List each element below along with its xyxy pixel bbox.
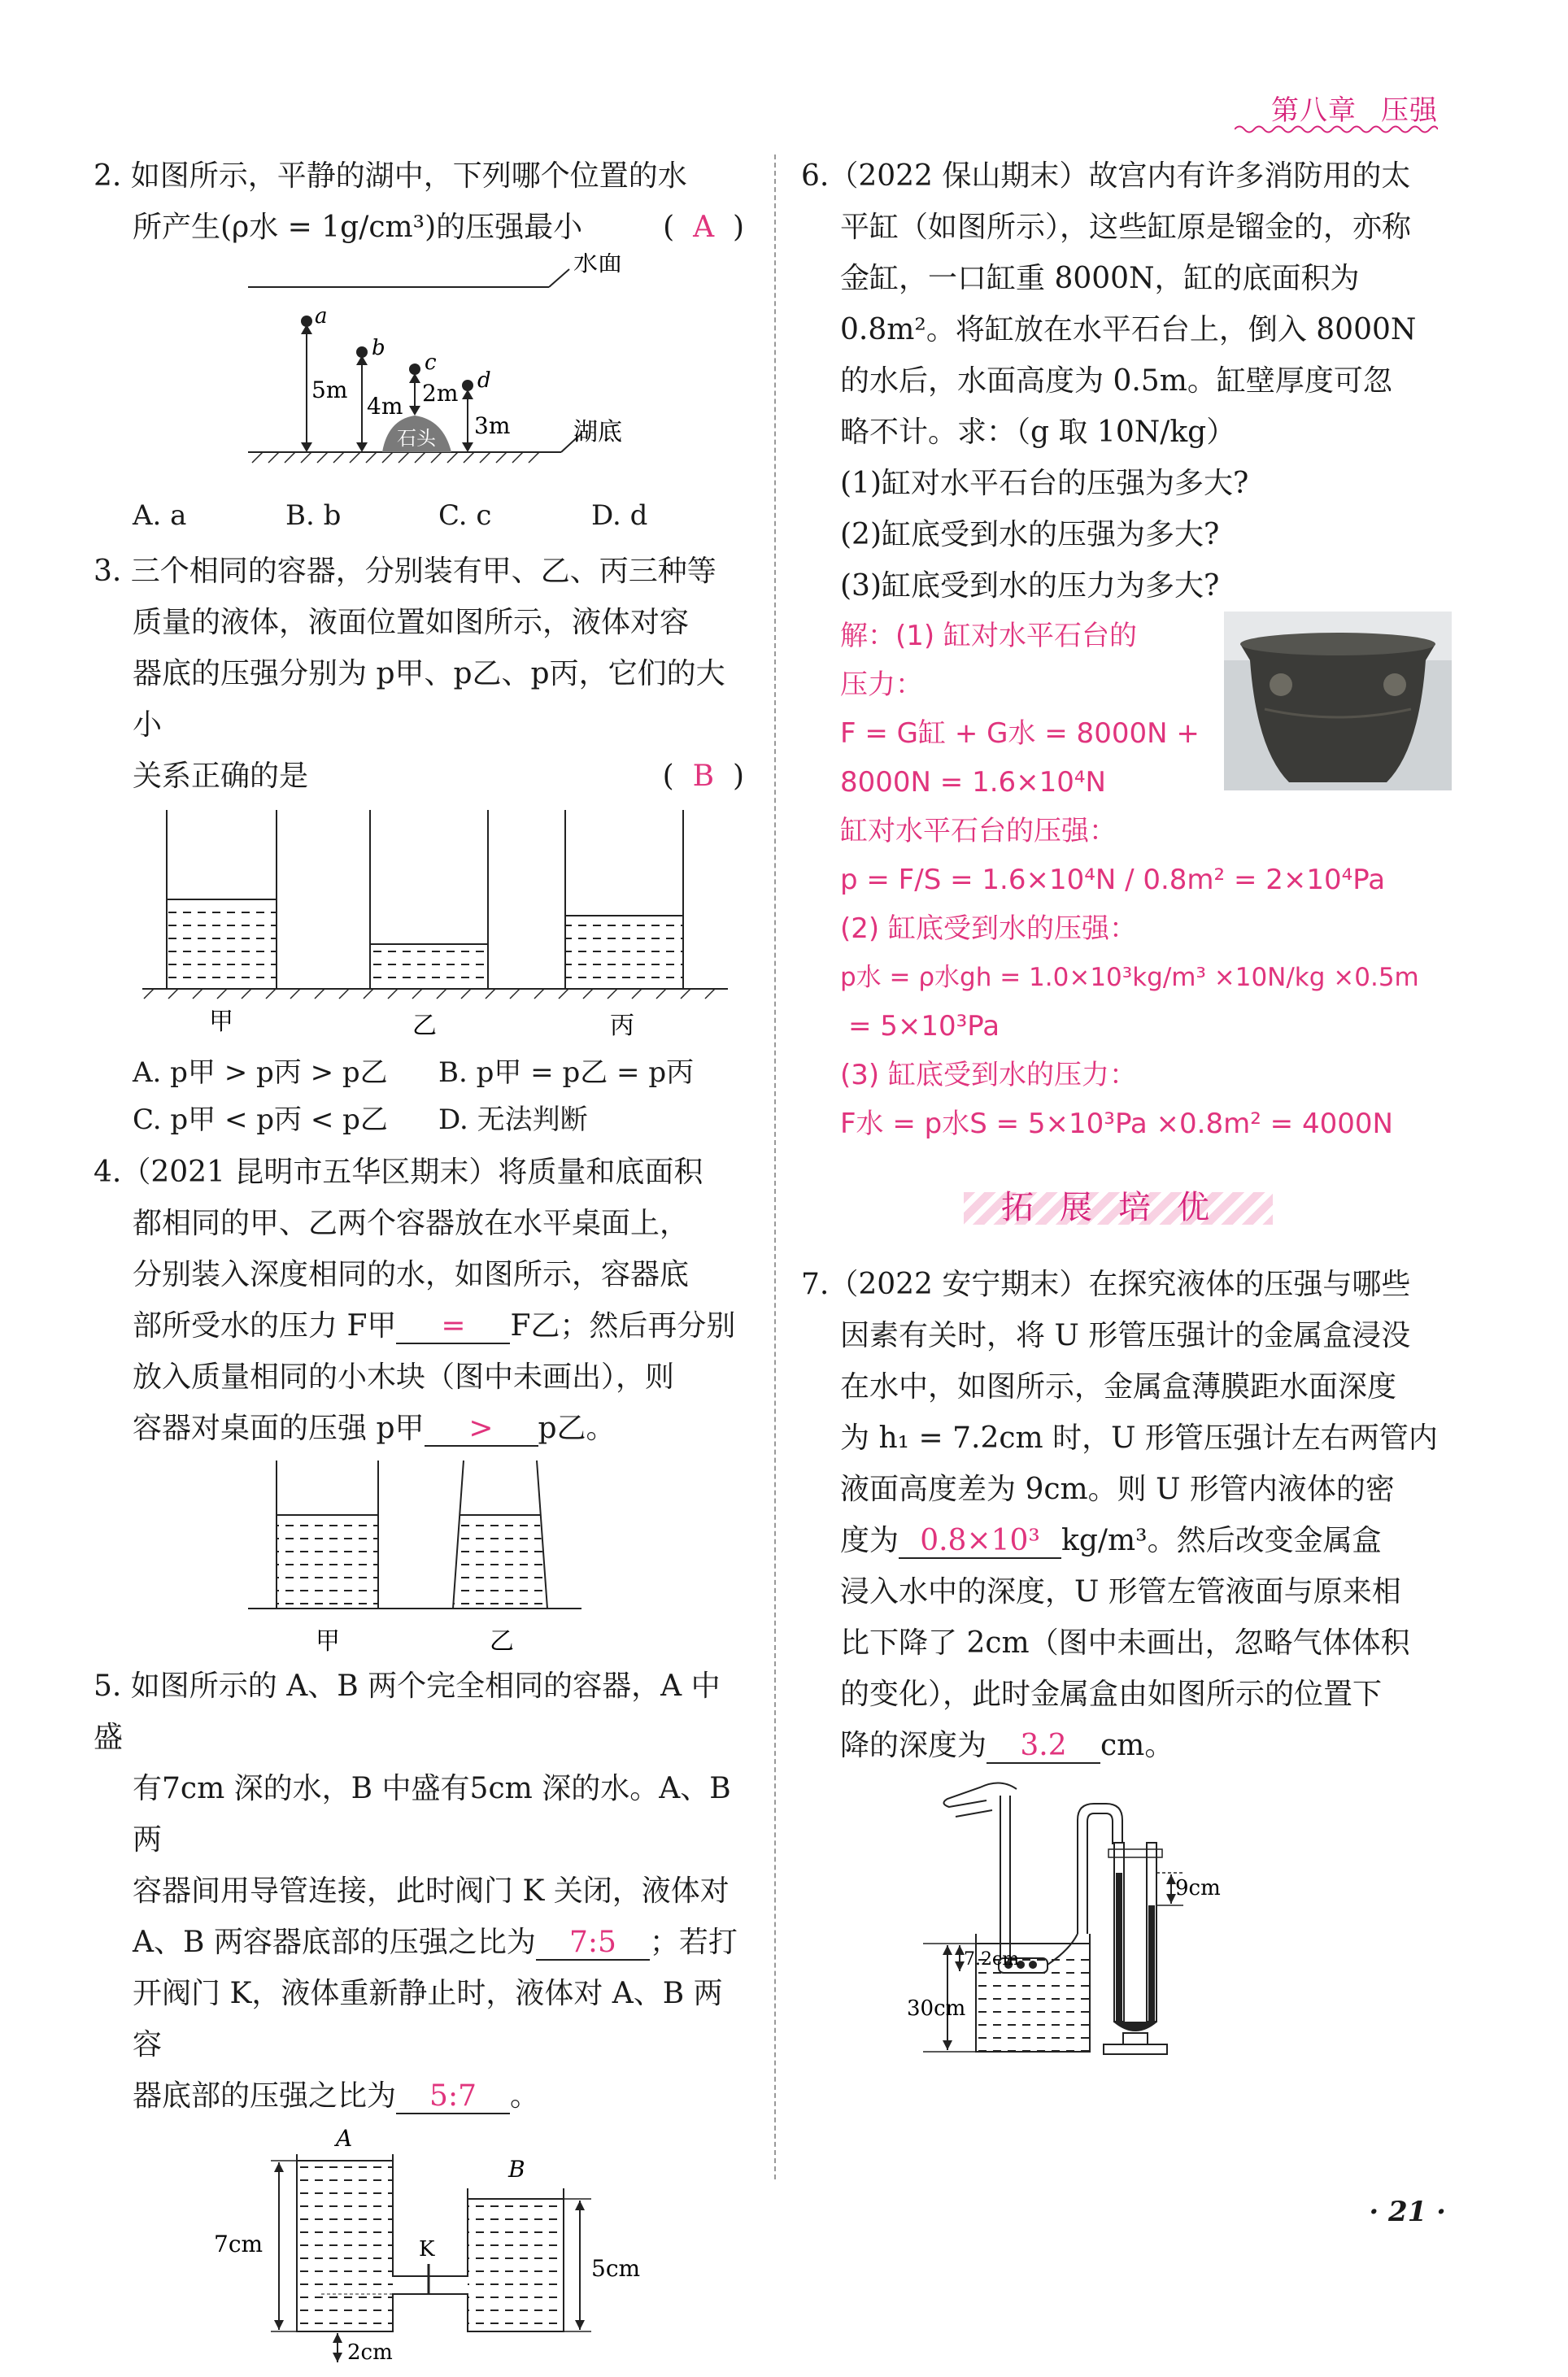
q6-sol-6: p = F/S = 1.6×10⁴N / 0.8m² = 2×10⁴Pa (840, 864, 1386, 896)
question-6 (801, 150, 1452, 612)
q6-sub3: (3)缸底受到水的压力为多大? (840, 569, 1220, 603)
q3-line2: 质量的液体，液面位置如图所示，液体对容 (133, 606, 690, 639)
q6-line4: 0.8m²。将缸放在水平石台上，倒入 8000N (840, 313, 1417, 346)
question-4 (94, 1147, 744, 1454)
q6-line3: 金缸，一口缸重 8000N，缸的底面积为 (840, 262, 1360, 295)
q5-line3: 容器间用导管连接，此时阀门 K 关闭，液体对 (133, 1874, 730, 1908)
column-divider (774, 155, 776, 2179)
q6-line5: 的水后，水面高度为 0.5m。缸壁厚度可忽 (840, 364, 1392, 398)
fig-label-a: a (315, 304, 328, 329)
q7-line3: 在水中，如图所示，金属盒薄膜距水面深度 (840, 1370, 1397, 1404)
q4-blank-2: > (425, 1413, 538, 1447)
q3-fig-label-bing: 丙 (610, 1012, 634, 1040)
q2-option-a: A. a (133, 499, 187, 532)
q2-option-d: D. d (591, 499, 648, 532)
q6-line1: 6.（2022 保山期末）故宫内有许多消防用的太 (801, 159, 1411, 193)
q6-sol-4: 8000N = 1.6×10⁴N (840, 766, 1106, 799)
q4-line2: 都相同的甲、乙两个容器放在水平桌面上， (133, 1207, 690, 1240)
q6-sol-10: (3) 缸底受到水的压力： (840, 1059, 1137, 1091)
q4-line5: 放入质量相同的小木块（图中未画出），则 (133, 1360, 675, 1394)
q6-sub2: (2)缸底受到水的压强为多大? (840, 518, 1220, 551)
q5-fig-k: K (419, 2237, 435, 2262)
q4-line4: 部所受水的压力 F甲 = F乙；然后再分别 (133, 1309, 736, 1343)
question-3 (94, 546, 744, 802)
q6-sol-9: = 5×10³Pa (848, 1010, 1000, 1043)
q4-line3: 分别装入深度相同的水，如图所示，容器底 (133, 1258, 690, 1291)
q7-fig-7.2cm: 7.2cm (964, 1949, 1020, 1970)
q6-sol-1: 解：(1) 缸对水平石台的 (840, 620, 1137, 652)
q4-line6: 容器对桌面的压强 p甲 > p乙。 (133, 1412, 616, 1445)
q2-lake-figure (94, 253, 744, 489)
q2-answer: A (693, 211, 715, 244)
q7-blank-2: 3.2 (987, 1730, 1100, 1764)
q6-line6: 略不计。求：（g 取 10N/kg） (840, 416, 1236, 449)
q3-line1: 3. 三个相同的容器，分别装有甲、乙、丙三种等 (94, 555, 716, 588)
fig-lake-bottom: 湖底 (573, 418, 622, 446)
q4-fig-label-yi: 乙 (490, 1627, 514, 1656)
question-5 (94, 1661, 744, 2122)
header-wave-decoration (1235, 124, 1438, 135)
q3-answer: B (692, 760, 715, 793)
chapter-label: 第八章 (1271, 94, 1357, 127)
fig-label-d: d (477, 368, 491, 393)
left-column (94, 150, 744, 2377)
q6-sol-11: F水 = p水S = 5×10³Pa ×0.8m² = 4000N (840, 1108, 1393, 1140)
q5-line6: 器底部的压强之比为 5:7 。 (133, 2079, 540, 2113)
q6-sol-8: p水 = ρ水gh = 1.0×10³kg/m³ ×10N/kg ×0.5m (840, 963, 1419, 992)
q7-line1: 7.（2022 安宁期末）在探究液体的压强与哪些 (801, 1268, 1411, 1301)
page-number: · 21 · (1369, 2196, 1446, 2228)
q7-u-tube-manometer-figure (801, 1771, 1452, 2064)
q5-fig-a: A (336, 2125, 353, 2152)
q5-blank-1: 7:5 (536, 1926, 650, 1961)
q5-fig-7cm: 7cm (214, 2231, 264, 2257)
fig-label-c: c (425, 350, 437, 375)
question-7 (801, 1259, 1452, 1771)
q6-sol-3: F = G缸 + G水 = 8000N + (840, 717, 1200, 750)
q6-solution (801, 612, 1452, 1148)
question-2 (94, 150, 744, 253)
section-title-extension: 拓展培优 (980, 1179, 1257, 1236)
q7-fig-9cm: 9cm (1175, 1876, 1221, 1900)
q7-line2: 因素有关时，将 U 形管压强计的金属盒浸没 (840, 1319, 1411, 1352)
q3-options (94, 1049, 744, 1143)
q3-option-c: C. p甲 < p丙 < p乙 (133, 1104, 388, 1136)
q5-fig-b: B (508, 2156, 525, 2183)
q5-line5: 开阀门 K，液体重新静止时，液体对 A、B 两容 (133, 1977, 723, 2061)
q3-option-b: B. p甲 = p乙 = p丙 (438, 1056, 695, 1089)
q4-containers-figure (94, 1454, 744, 1657)
right-column (801, 150, 1452, 2067)
fig-dim-5m: 5m (311, 377, 348, 403)
q2-options (94, 492, 744, 539)
q4-fig-label-jia: 甲 (316, 1627, 340, 1656)
q4-line1: 4.（2021 昆明市五华区期末）将质量和底面积 (94, 1156, 703, 1189)
q6-line2: 平缸（如图所示），这些缸原是镏金的，亦称 (840, 211, 1412, 244)
q7-line8: 比下降了 2cm（图中未画出，忽略气体体积 (840, 1626, 1410, 1660)
q4-blank-1: = (396, 1310, 510, 1344)
fig-dim-4m: 4m (367, 393, 403, 420)
q5-line4: A、B 两容器底部的压强之比为 7:5 ；若打 (133, 1926, 738, 1959)
q3-fig-label-yi: 乙 (412, 1012, 437, 1040)
q2-option-b: B. b (285, 499, 342, 532)
q3-line3: 器底的压强分别为 p甲、p乙、p丙，它们的大小 (133, 657, 725, 742)
q7-line7: 浸入水中的深度，U 形管左管液面与原来相 (840, 1575, 1401, 1609)
q3-containers-figure (94, 802, 744, 1046)
q5-connected-containers-figure (94, 2122, 744, 2374)
fig-water-surface: 水面 (573, 253, 622, 277)
q6-sol-5: 缸对水平石台的压强： (840, 815, 1117, 847)
fig-stone: 石头 (397, 427, 436, 450)
q6-sol-2: 压力： (840, 668, 923, 701)
q7-line10: 降的深度为 3.2 cm。 (840, 1729, 1174, 1762)
q7-line4: 为 h₁ = 7.2cm 时，U 形管压强计左右两管内 (840, 1421, 1438, 1455)
q5-line1: 5. 如图所示的 A、B 两个完全相同的容器，A 中盛 (94, 1670, 721, 1754)
q5-line2: 有7cm 深的水，B 中盛有5cm 深的水。A、B 两 (133, 1772, 731, 1857)
q5-fig-2cm: 2cm (347, 2340, 393, 2365)
q7-line9: 的变化），此时金属盒由如图所示的位置下 (840, 1678, 1383, 1711)
q7-blank-1: 0.8×10³ (899, 1525, 1061, 1559)
q5-fig-5cm: 5cm (591, 2255, 641, 2282)
bronze-vat-photo (1224, 612, 1452, 790)
q2-line1: 2. 如图所示，平静的湖中，下列哪个位置的水 (94, 159, 687, 193)
q6-sol-7: (2) 缸底受到水的压强： (840, 912, 1137, 945)
chapter-topic: 压强 (1381, 94, 1438, 127)
q6-sub1: (1)缸对水平石台的压强为多大? (840, 467, 1249, 500)
q2-option-c: C. c (438, 499, 492, 532)
q3-fig-label-jia: 甲 (209, 1008, 233, 1036)
q3-option-d: D. 无法判断 (438, 1104, 588, 1136)
q2-line2: 所产生(ρ水 = 1g/cm³)的压强最小 ( A ) (133, 211, 744, 244)
q3-line4: 关系正确的是 ( B ) (133, 760, 744, 793)
q7-line6: 度为 0.8×10³ kg/m³。然后改变金属盒 (840, 1524, 1382, 1557)
chapter-header (1271, 88, 1438, 128)
fig-dim-3m: 3m (474, 412, 511, 439)
fig-dim-2m: 2m (422, 380, 459, 407)
q7-line5: 液面高度差为 9cm。则 U 形管内液体的密 (840, 1473, 1395, 1506)
q7-fig-30cm: 30cm (907, 1996, 966, 2021)
q5-blank-2: 5:7 (396, 2080, 510, 2114)
q3-option-a: A. p甲 > p丙 > p乙 (133, 1056, 388, 1089)
fig-label-b: b (372, 336, 385, 360)
